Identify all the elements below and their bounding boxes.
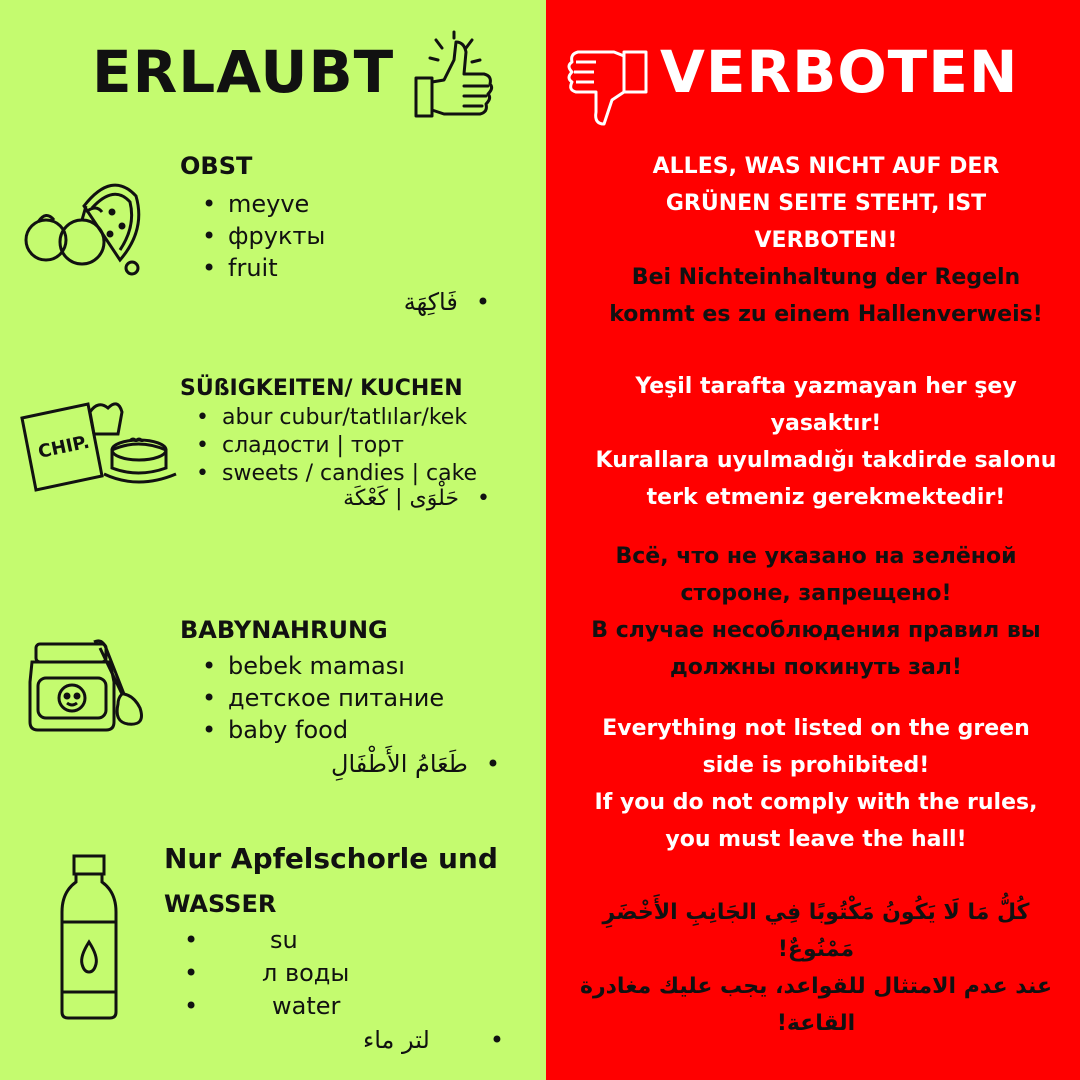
obst-heading: OBST — [180, 152, 253, 180]
rules-english: Everything not listed on the green side is prohibited! If you do not comply with the rules, you must leave the hall! — [594, 716, 1038, 852]
list-item: • sweets / candies | cake — [196, 460, 477, 488]
baby-heading: BABYNAHRUNG — [180, 616, 388, 644]
list-item: • bebek maması — [202, 650, 444, 682]
rules-arabic: كُلُّ مَا لَا يَكُونُ مَكْتُوبًا فِي الجَانِبِ الأَخْضَرِ مَمْنُوعٌ! عند عدم الامتثال للقواعد، يجب عليك مغادرة القاعة! — [579, 900, 1052, 1036]
sweets-heading: SÜßIGKEITEN/ KUCHEN — [180, 376, 463, 401]
list-item: • fruit — [202, 252, 325, 284]
list-item: • baby food — [202, 714, 444, 746]
sweets-arabic: •حَلْوَى | كَعْكَة — [343, 486, 490, 511]
rules-turkish: Yeşil tarafta yazmayan her şey yasaktır! Kurallara uyulmadığı takdirde salonu terk etmeniz gerekmektedir! — [595, 374, 1057, 510]
baby-list — [202, 650, 444, 746]
water-list: • su • л воды • water — [184, 926, 350, 1020]
baby-arabic: •طَعَامُ الأَطْفَالِ — [331, 750, 500, 778]
list-item: • фрукты — [202, 220, 325, 252]
rules-russian: Всё, что не указано на зелёной стороне, запрещено! В случае несоблюдения правил вы должны покинуть зал! — [591, 544, 1041, 680]
snacks-icon — [18, 398, 182, 492]
list-item: • meyve — [202, 188, 325, 220]
thumbs-down-icon — [566, 48, 652, 128]
water-heading: Nur Apfelschorle und — [164, 842, 498, 875]
forbidden-title: VERBOTEN — [660, 38, 1019, 106]
list-item: su — [270, 926, 298, 954]
sweets-list — [196, 404, 477, 488]
svg-text:CHIP.: CHIP. — [36, 431, 92, 463]
baby-food-icon — [22, 634, 150, 734]
list-item: water — [272, 992, 341, 1020]
water-arabic: •لتر ماء — [362, 1026, 504, 1054]
fruit-icon — [22, 176, 148, 278]
water-bottle-icon — [56, 852, 122, 1022]
allowed-title: ERLAUBT — [92, 38, 395, 106]
obst-list — [202, 188, 325, 284]
list-item: • детское питание — [202, 682, 444, 714]
water-subheading: WASSER — [164, 890, 277, 918]
rules-german: ALLES, WAS NICHT AUF DER GRÜNEN SEITE STEHT, IST VERBOTEN! Bei Nichteinhaltung der Regeln kommt es zu einem Hallenverweis! — [609, 154, 1043, 327]
list-item: л воды — [262, 959, 350, 987]
thumbs-up-icon — [408, 30, 500, 122]
obst-arabic: •فَاكِهَة — [403, 288, 490, 316]
list-item: • сладости | торт — [196, 432, 477, 460]
list-item: • abur cubur/tatlılar/kek — [196, 404, 477, 432]
